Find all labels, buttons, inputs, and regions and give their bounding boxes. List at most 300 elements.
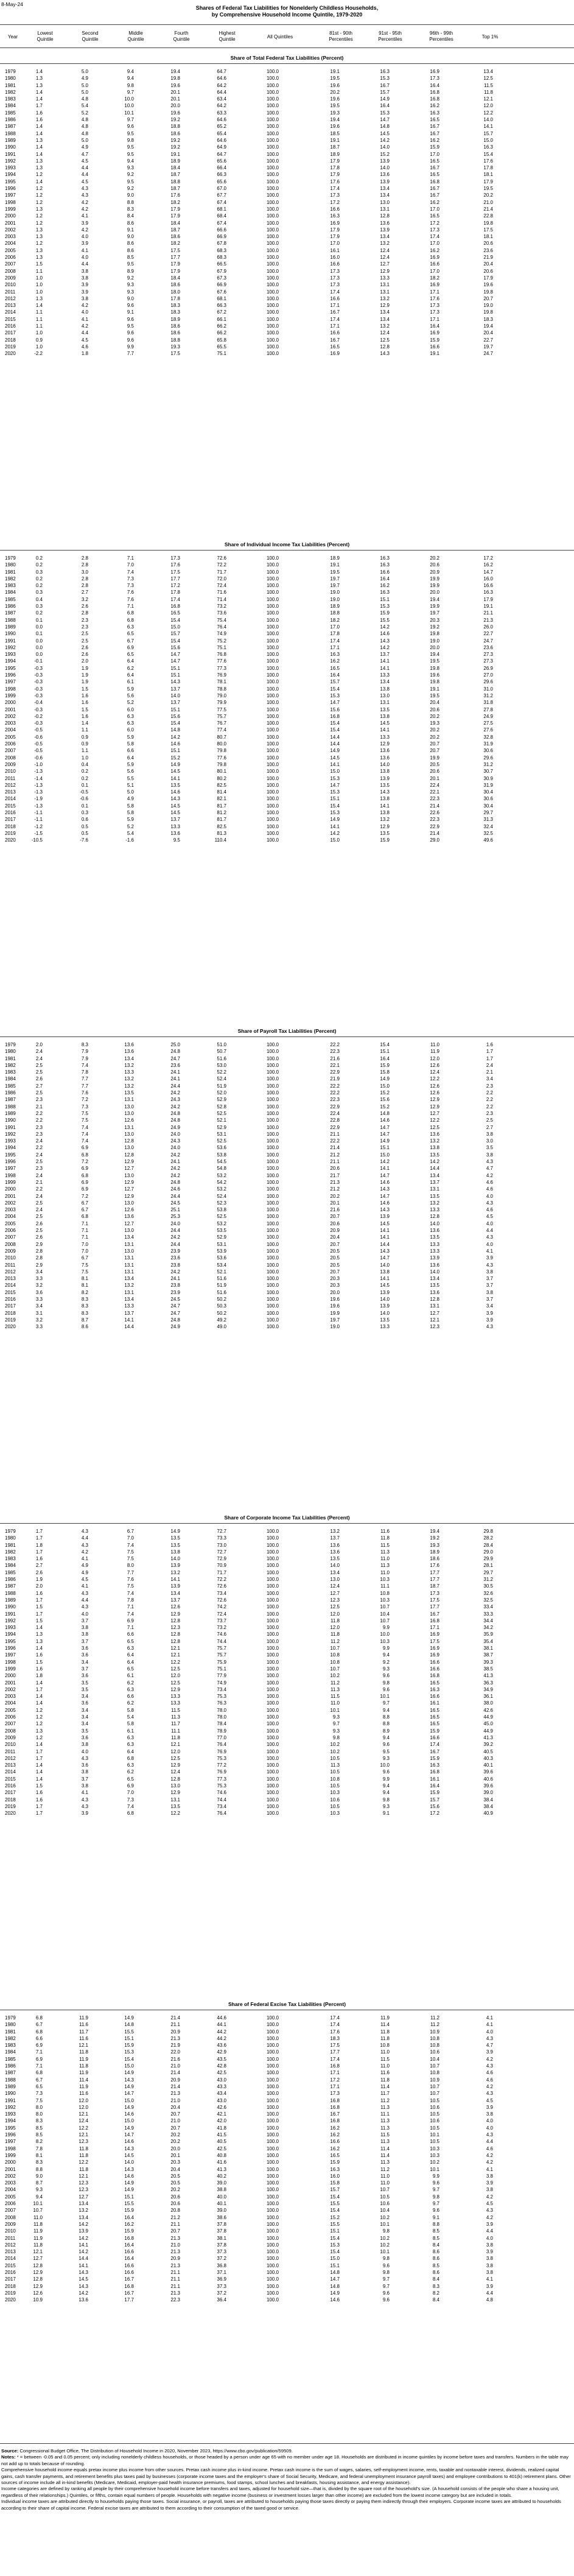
value-cell: 52.9 [217, 1124, 226, 1130]
value-cell: 13.9 [430, 1255, 439, 1261]
year-cell: 2001 [5, 1680, 16, 1686]
value-cell: 9.2 [127, 172, 134, 178]
value-cell: 15.2 [170, 755, 180, 761]
value-cell: 22.4 [430, 782, 439, 788]
value-cell: 22.1 [330, 1062, 340, 1068]
value-cell: 21.0 [170, 2063, 180, 2069]
value-cell: 68.1 [217, 295, 226, 301]
value-cell: 100.0 [266, 1590, 279, 1596]
value-cell: 64.6 [217, 137, 226, 143]
value-cell: 11.5 [331, 1694, 340, 1700]
table-row [0, 1542, 574, 1549]
value-cell: 0.0 [35, 644, 43, 650]
value-cell: 14.2 [380, 137, 390, 143]
table-row [0, 2180, 574, 2186]
value-cell: 10.4 [380, 1611, 390, 1617]
value-cell: 11.7 [171, 1721, 180, 1727]
table-row [0, 1741, 574, 1748]
value-cell: 100.0 [266, 1110, 279, 1116]
value-cell: 0.0 [35, 624, 43, 630]
value-cell: 15.1 [380, 1145, 390, 1151]
value-cell: 100.0 [266, 124, 279, 130]
year-cell: 2011 [5, 1262, 16, 1268]
value-cell: 15.6 [380, 1097, 390, 1103]
value-cell: 13.9 [380, 775, 390, 781]
value-cell: 100.0 [266, 1220, 279, 1226]
value-cell: 2.5 [81, 638, 88, 644]
value-cell: 100.0 [266, 1317, 279, 1323]
value-cell: 16.7 [430, 1748, 439, 1754]
value-cell: 16.6 [430, 1694, 439, 1700]
value-cell: 1.7 [35, 1686, 43, 1692]
value-cell: 17.2 [170, 583, 180, 589]
value-cell: 6.8 [127, 1755, 134, 1761]
value-cell: 14.6 [170, 789, 180, 795]
value-cell: 2.2 [486, 1097, 493, 1103]
value-cell: 29.9 [483, 1556, 493, 1562]
value-cell: 36.8 [217, 2262, 226, 2268]
year-cell: 2005 [5, 1220, 16, 1226]
year-cell: 2002 [5, 1200, 16, 1206]
value-cell: 14.1 [380, 658, 390, 664]
value-cell: 27.3 [483, 652, 493, 658]
value-cell: 16.8 [430, 1673, 439, 1679]
value-cell: 52.9 [217, 1234, 226, 1240]
value-cell: 80.1 [217, 769, 226, 775]
value-cell: 15.4 [330, 686, 340, 692]
value-cell: 100.0 [266, 1262, 279, 1268]
value-cell: 8.6 [127, 247, 134, 253]
value-cell: 12.8 [170, 1776, 180, 1782]
value-cell: 14.7 [380, 117, 390, 123]
value-cell: 67.6 [217, 289, 226, 295]
value-cell: 100.0 [266, 1652, 279, 1658]
value-cell: 14.8 [170, 727, 180, 733]
value-cell: 32.6 [483, 1590, 493, 1596]
year-cell: 1986 [5, 2063, 16, 2069]
value-cell: 11.5 [484, 82, 493, 88]
value-cell: 1.5 [81, 706, 88, 713]
value-cell: 20.7 [170, 2125, 180, 2131]
table-row [0, 1797, 574, 1803]
table-row [0, 1576, 574, 1583]
table-row [0, 789, 574, 795]
value-cell: 39.0 [217, 2180, 226, 2186]
table-row [0, 1165, 574, 1172]
value-cell: 10.0 [380, 1631, 390, 1638]
value-cell: 20.9 [330, 1228, 340, 1234]
year-cell: 1990 [5, 1604, 16, 1610]
value-cell: 20.0 [170, 103, 180, 109]
value-cell: 1.3 [35, 158, 43, 164]
value-cell: 5.5 [127, 775, 134, 781]
value-cell: 4.8 [81, 124, 88, 130]
value-cell: 32.5 [483, 1597, 493, 1603]
value-cell: 100.0 [266, 837, 279, 843]
value-cell: 100.0 [266, 1583, 279, 1589]
value-cell: 78.0 [217, 1707, 226, 1713]
value-cell: 15.9 [430, 144, 439, 150]
year-cell: 1984 [5, 589, 16, 596]
value-cell: 64.2 [217, 82, 226, 88]
value-cell: 13.2 [79, 2208, 88, 2214]
value-cell: 100.0 [266, 1269, 279, 1275]
year-cell: 1985 [5, 2056, 16, 2062]
value-cell: 16.8 [330, 2063, 340, 2069]
value-cell: 100.0 [266, 1055, 279, 1061]
value-cell: 6.4 [127, 658, 134, 664]
value-cell: 20.6 [330, 1166, 340, 1172]
value-cell: 5.1 [127, 782, 134, 788]
year-cell: 2008 [5, 1241, 16, 1247]
value-cell: 4.2 [81, 303, 88, 309]
table-row [0, 254, 574, 261]
value-cell: 33.3 [483, 1611, 493, 1617]
value-cell: 11.2 [430, 2015, 439, 2021]
value-cell: 1.0 [35, 275, 43, 281]
table-row [0, 1672, 574, 1679]
value-cell: 17.2 [430, 1811, 439, 1817]
value-cell: 100.0 [266, 2015, 279, 2021]
value-cell: 3.8 [81, 275, 88, 281]
value-cell: 13.2 [124, 1076, 134, 1082]
value-cell: 27.8 [483, 706, 493, 713]
value-cell: 13.6 [380, 748, 390, 754]
value-cell: 10.7 [330, 1645, 340, 1652]
value-cell: 10.6 [430, 2049, 439, 2055]
value-cell: 15.6 [170, 644, 180, 650]
value-cell: 40.5 [483, 1748, 493, 1754]
value-cell: 16.5 [170, 610, 180, 616]
value-cell: 8.5 [432, 2262, 439, 2268]
value-cell: 16.4 [380, 1055, 390, 1061]
year-cell: 1983 [5, 2043, 16, 2049]
value-cell: 1.1 [35, 323, 43, 329]
table-row [0, 1810, 574, 1817]
value-cell: 11.0 [380, 2180, 390, 2186]
value-cell: 14.3 [124, 2166, 134, 2172]
value-cell: 67.4 [217, 220, 226, 226]
value-cell: 14.7 [380, 1131, 390, 1137]
value-cell: 8.3 [81, 1296, 88, 1302]
value-cell: 0.2 [35, 575, 43, 582]
value-cell: 17.7 [430, 1569, 439, 1575]
value-cell: 19.6 [330, 96, 340, 102]
value-cell: 31.2 [483, 692, 493, 699]
value-cell: -0.1 [34, 658, 43, 664]
value-cell: 8.6 [432, 2249, 439, 2255]
table-row [0, 82, 574, 89]
value-cell: 100.0 [266, 1152, 279, 1158]
value-cell: 3.9 [486, 1310, 493, 1316]
value-cell: 4.3 [486, 2063, 493, 2069]
value-cell: 20.9 [430, 569, 439, 575]
year-cell: 2005 [5, 1707, 16, 1713]
value-cell: 19.3 [330, 110, 340, 116]
value-cell: 16.1 [330, 247, 340, 253]
value-cell: 76.4 [217, 1742, 226, 1748]
value-cell: 24.1 [170, 1159, 180, 1165]
value-cell: -0.3 [34, 665, 43, 671]
table-row [0, 624, 574, 630]
value-cell: -0.6 [34, 734, 43, 740]
value-cell: 5.4 [127, 1714, 134, 1720]
value-cell: 7.2 [81, 1097, 88, 1103]
value-cell: 17.8 [483, 165, 493, 171]
value-cell: 17.1 [330, 303, 340, 309]
value-cell: 14.5 [170, 803, 180, 809]
value-cell: 22.3 [430, 817, 439, 823]
value-cell: -7.6 [80, 837, 88, 843]
value-cell: 3.8 [486, 1289, 493, 1295]
value-cell: 17.3 [330, 282, 340, 288]
table-row [0, 713, 574, 720]
table-row [0, 2248, 574, 2255]
value-cell: 100.0 [266, 1569, 279, 1575]
value-cell: 15.9 [380, 610, 390, 616]
value-cell: 11.2 [380, 2097, 390, 2103]
value-cell: 14.9 [124, 2015, 134, 2021]
year-cell: 1982 [5, 2035, 16, 2041]
value-cell: 12.3 [330, 1597, 340, 1603]
value-cell: 11.9 [380, 2015, 390, 2021]
value-cell: 12.9 [33, 2283, 43, 2289]
value-cell: 12.1 [79, 2132, 88, 2138]
value-cell: 100.0 [266, 241, 279, 247]
value-cell: 4.3 [81, 1529, 88, 1534]
value-cell: 8.3 [35, 2118, 43, 2124]
value-cell: 20.6 [483, 241, 493, 247]
value-cell: 12.9 [170, 1686, 180, 1692]
value-cell: 100.0 [266, 2297, 279, 2303]
value-cell: 7.1 [127, 1604, 134, 1610]
value-cell: 15.9 [124, 2208, 134, 2214]
value-cell: 8.2 [35, 2139, 43, 2145]
value-cell: 3.0 [486, 1138, 493, 1144]
value-cell: 9.6 [127, 124, 134, 130]
value-cell: 100.0 [266, 82, 279, 88]
value-cell: 1.7 [35, 1803, 43, 1809]
value-cell: 100.0 [266, 275, 279, 281]
value-cell: 10.5 [430, 2111, 439, 2117]
value-cell: -1.2 [34, 823, 43, 829]
value-cell: 100.0 [266, 1200, 279, 1206]
value-cell: 5.8 [127, 809, 134, 815]
year-cell: 1988 [5, 1103, 16, 1110]
value-cell: -2.2 [34, 351, 43, 357]
value-cell: 1.5 [35, 1782, 43, 1789]
value-cell: 6.0 [127, 706, 134, 713]
value-cell: 12.4 [380, 255, 390, 261]
year-cell: 1980 [5, 2022, 16, 2028]
value-cell: 24.2 [170, 1152, 180, 1158]
table-row [0, 2015, 574, 2021]
value-cell: 15.6 [170, 713, 180, 719]
value-cell: 66.1 [217, 316, 226, 322]
value-cell: 11.7 [380, 2091, 390, 2097]
value-cell: 11.3 [171, 1714, 180, 1720]
value-cell: 34.4 [483, 1617, 493, 1624]
table-row [0, 2138, 574, 2145]
value-cell: 15.1 [380, 1049, 390, 1055]
value-cell: 15.3 [330, 775, 340, 781]
value-cell: 67.8 [217, 241, 226, 247]
value-cell: 9.7 [432, 2187, 439, 2193]
value-cell: 3.6 [81, 1673, 88, 1679]
value-cell: 16.8 [430, 1617, 439, 1624]
value-cell: 15.4 [124, 2056, 134, 2062]
value-cell: 14.7 [170, 658, 180, 664]
value-cell: 9.5 [127, 261, 134, 267]
year-cell: 2001 [5, 2166, 16, 2172]
table-row [0, 1179, 574, 1186]
value-cell: 20.0 [430, 589, 439, 596]
value-cell: 100.0 [266, 1145, 279, 1151]
value-cell: 100.0 [266, 769, 279, 775]
value-cell: 20.4 [330, 1234, 340, 1240]
value-cell: 12.4 [79, 2118, 88, 2124]
value-cell: 13.3 [430, 1207, 439, 1213]
value-cell: 11.6 [79, 2022, 88, 2028]
value-cell: 18.6 [170, 323, 180, 329]
value-cell: 17.3 [330, 268, 340, 274]
value-cell: 14.1 [170, 775, 180, 781]
value-cell: 13.6 [124, 1049, 134, 1055]
value-cell: 3.5 [81, 1680, 88, 1686]
table-row [0, 130, 574, 137]
value-cell: 72.6 [217, 1597, 226, 1603]
value-cell: 100.0 [266, 2139, 279, 2145]
value-cell: 7.2 [81, 1159, 88, 1165]
value-cell: 1.6 [81, 713, 88, 719]
value-cell: 16.5 [430, 1714, 439, 1720]
value-cell: 20.2 [170, 2132, 180, 2138]
value-cell: 14.0 [430, 1269, 439, 1275]
value-cell: 3.9 [81, 1811, 88, 1817]
value-cell: 1.9 [81, 672, 88, 678]
value-cell: 53.2 [217, 1220, 226, 1226]
value-cell: 17.6 [330, 178, 340, 185]
value-cell: 7.5 [127, 1549, 134, 1555]
value-cell: 6.3 [127, 1734, 134, 1740]
value-cell: 42.5 [217, 2145, 226, 2152]
year-cell: 2016 [5, 1296, 16, 1302]
value-cell: 14.2 [330, 830, 340, 836]
value-cell: 43.4 [217, 2091, 226, 2097]
value-cell: 19.1 [170, 151, 180, 157]
value-cell: 13.2 [380, 241, 390, 247]
table-row [0, 2221, 574, 2228]
value-cell: 16.2 [124, 2221, 134, 2227]
value-cell: 9.6 [382, 1769, 390, 1775]
value-cell: 13.5 [380, 706, 390, 713]
table-row [0, 1603, 574, 1610]
value-cell: 4.0 [81, 1748, 88, 1754]
section-rule [0, 550, 574, 551]
table-row [0, 1707, 574, 1714]
value-cell: 38.8 [217, 2187, 226, 2193]
year-cell: 1986 [5, 117, 16, 123]
year-cell: 1986 [5, 604, 16, 610]
value-cell: 11.1 [171, 1728, 180, 1734]
value-cell: 4.3 [81, 1590, 88, 1596]
value-cell: 16.2 [330, 2132, 340, 2138]
value-cell: 15.4 [380, 1042, 390, 1047]
value-cell: 1.2 [35, 1734, 43, 1740]
value-cell: 4.0 [486, 1241, 493, 1247]
value-cell: 100.0 [266, 2166, 279, 2172]
year-cell: 2008 [5, 1728, 16, 1734]
table-row [0, 96, 574, 102]
table-row [0, 672, 574, 678]
value-cell: 6.4 [127, 1652, 134, 1658]
value-cell: 24.2 [170, 1166, 180, 1172]
value-cell: 7.4 [127, 1542, 134, 1548]
value-cell: 15.6 [430, 1803, 439, 1809]
value-cell: 17.5 [330, 2043, 340, 2049]
value-cell: 100.0 [266, 2145, 279, 2152]
table-row [0, 775, 574, 782]
year-cell: 1994 [5, 2118, 16, 2124]
value-cell: 3.8 [486, 2187, 493, 2193]
value-cell: 14.2 [170, 734, 180, 740]
value-cell: 100.0 [266, 151, 279, 157]
value-cell: 24.8 [170, 1110, 180, 1116]
value-cell: 13.0 [170, 1782, 180, 1789]
value-cell: 4.3 [81, 1755, 88, 1761]
value-cell: 21.1 [170, 2022, 180, 2028]
value-cell: 6.8 [127, 617, 134, 623]
value-cell: 7.1 [81, 1234, 88, 1240]
table-row [0, 2276, 574, 2282]
value-cell: 41.8 [217, 2125, 226, 2131]
value-cell: 100.0 [266, 206, 279, 212]
value-cell: 2.8 [81, 555, 88, 561]
value-cell: 1.3 [35, 1631, 43, 1638]
value-cell: 20.6 [170, 2194, 180, 2200]
value-cell: 20.7 [330, 1214, 340, 1220]
table-row [0, 116, 574, 123]
value-cell: 17.0 [430, 241, 439, 247]
value-cell: 24.2 [170, 1172, 180, 1178]
table-row [0, 734, 574, 741]
year-cell: 1993 [5, 1625, 16, 1631]
table-row [0, 2296, 574, 2303]
table-row [0, 1248, 574, 1255]
value-cell: 1.3 [35, 1638, 43, 1644]
value-cell: 2.9 [35, 1262, 43, 1268]
value-cell: 17.3 [430, 1590, 439, 1596]
year-cell: 1985 [5, 110, 16, 116]
value-cell: 16.6 [330, 2139, 340, 2145]
value-cell: 4.7 [81, 151, 88, 157]
value-cell: 12.0 [79, 2097, 88, 2103]
value-cell: 20.4 [483, 330, 493, 336]
value-cell: 4.0 [81, 234, 88, 240]
value-cell: 6.2 [127, 665, 134, 671]
value-cell: 14.1 [79, 2242, 88, 2248]
value-cell: 14.7 [380, 1172, 390, 1178]
value-cell: 14.4 [330, 734, 340, 740]
table-row [0, 1645, 574, 1652]
value-cell: 100.0 [266, 589, 279, 596]
value-cell: 100.0 [266, 1124, 279, 1130]
value-cell: 13.0 [124, 1103, 134, 1110]
table-row [0, 2029, 574, 2035]
year-cell: 1991 [5, 1124, 16, 1130]
year-cell: 1987 [5, 1097, 16, 1103]
value-cell: 9.3 [332, 1714, 340, 1720]
